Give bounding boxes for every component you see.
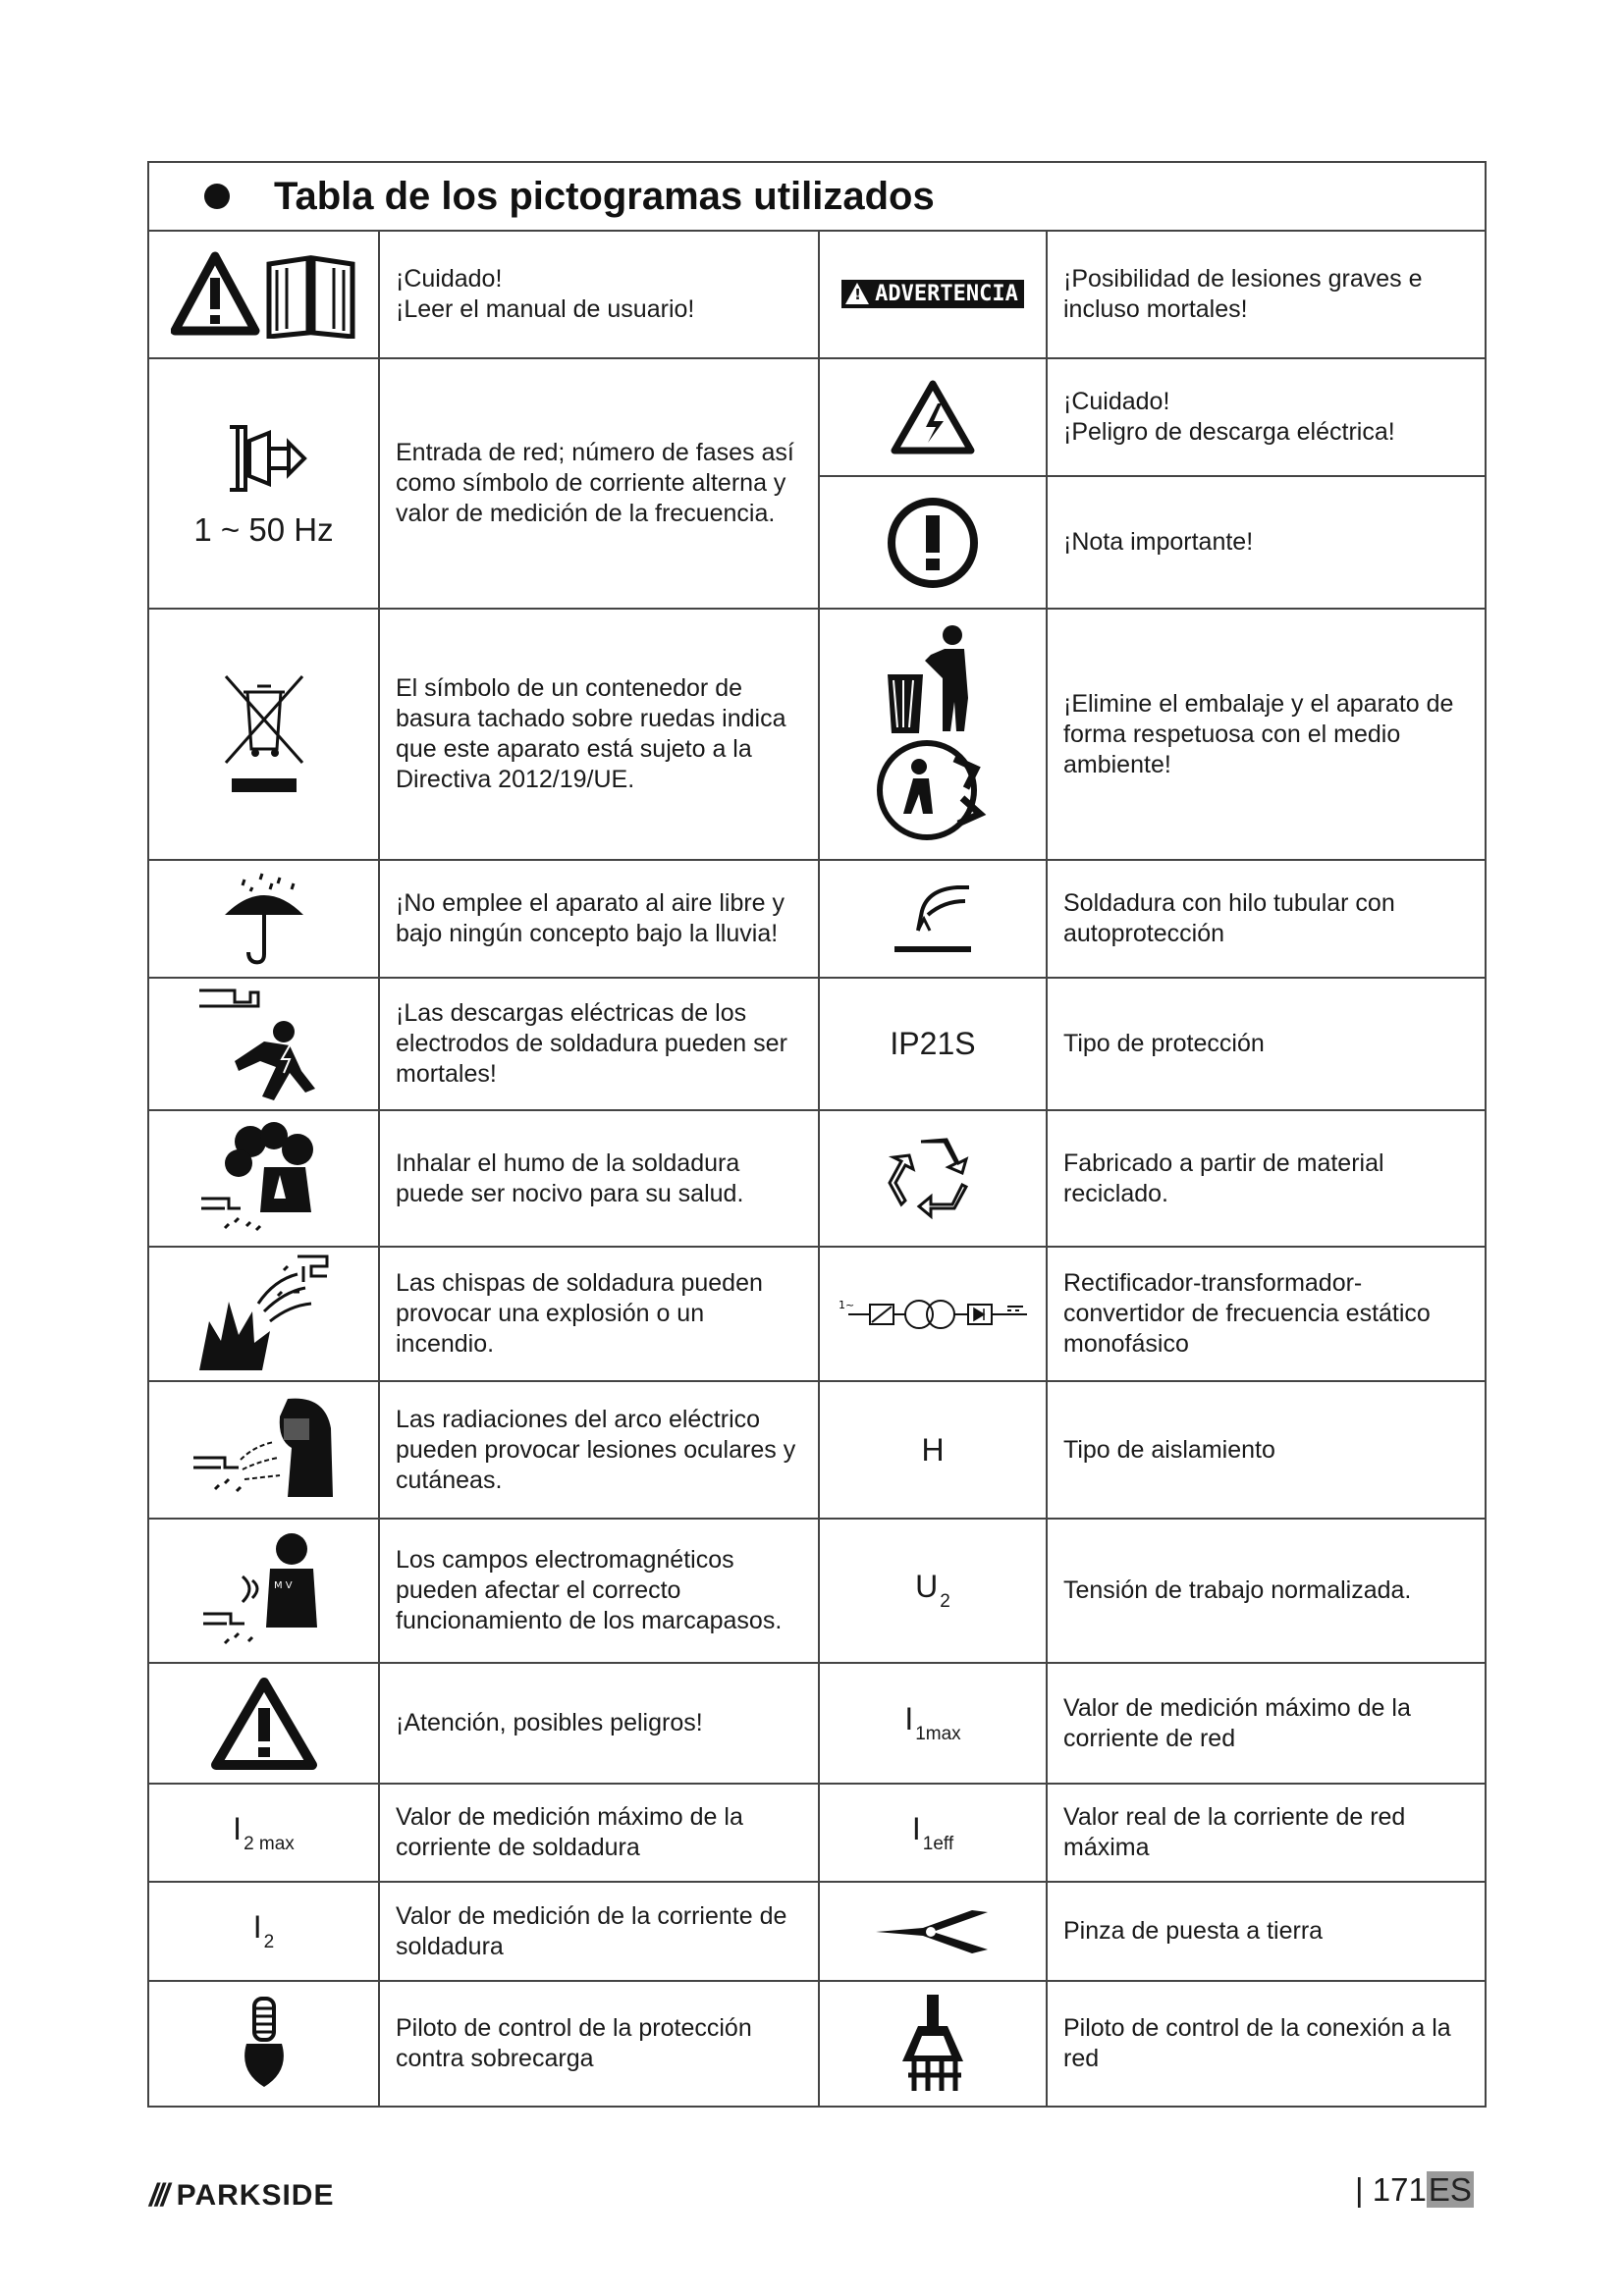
description-text: ¡Cuidado! ¡Peligro de descarga eléctrica! — [1047, 358, 1486, 476]
electric-shock-warning-icon — [889, 378, 977, 456]
icon-cell — [819, 231, 1047, 358]
icon-cell — [148, 978, 379, 1110]
effective-mains-current-subscript: 1eff — [922, 1833, 954, 1854]
icon-cell — [819, 978, 1047, 1110]
description-text: Tipo de aislamiento — [1047, 1381, 1486, 1519]
page-number-value: 171 — [1372, 2171, 1427, 2208]
table-row — [148, 358, 1486, 476]
table-row — [148, 1110, 1486, 1247]
description-text: Valor de medición máximo de la corriente de soldadura — [379, 1784, 819, 1882]
general-danger-icon — [210, 1675, 318, 1773]
icon-cell — [148, 1981, 379, 2107]
description-text: ¡Atención, posibles peligros! — [379, 1663, 819, 1784]
page-separator: | — [1355, 2171, 1364, 2208]
icon-cell — [819, 358, 1047, 476]
max-mains-current-subscript: 1max — [915, 1724, 961, 1744]
icon-cell — [819, 1381, 1047, 1519]
table-row — [148, 1247, 1486, 1381]
description-text: Piloto de control de la protección contra sobrecarga — [379, 1981, 819, 2107]
icon-cell — [148, 231, 379, 358]
brand-name: PARKSIDE — [176, 2178, 335, 2212]
icon-cell — [819, 1519, 1047, 1663]
icon-cell — [148, 358, 379, 609]
flux-cored-wire-icon — [889, 880, 977, 958]
page-number — [1355, 2171, 1474, 2209]
table-row — [148, 1381, 1486, 1519]
icon-cell — [148, 1247, 379, 1381]
table-row — [148, 1784, 1486, 1882]
description-text: Las radiaciones del arco eléctrico pueden provocar lesiones oculares y cutáneas. — [379, 1381, 819, 1519]
svg-text:1~: 1~ — [839, 1298, 855, 1311]
badge-label: ADVERTENCIA — [875, 281, 1018, 306]
sparks-explosion-icon — [195, 1253, 333, 1375]
max-mains-current-symbol: I — [904, 1701, 914, 1736]
icon-cell — [819, 1981, 1047, 2107]
rectifier-transformer-converter-icon — [835, 1285, 1031, 1344]
description-text: Tipo de protección — [1047, 978, 1486, 1110]
icon-cell — [148, 1519, 379, 1663]
rated-voltage-subscript: 2 — [940, 1591, 950, 1612]
rain-umbrella-icon — [215, 870, 313, 968]
description-text: Piloto de control de la conexión a la red — [1047, 1981, 1486, 2107]
bullet-icon — [204, 184, 230, 209]
description-text: Valor de medición de la corriente de soldadura — [379, 1882, 819, 1981]
pictogram-table — [147, 161, 1487, 2108]
icon-cell — [819, 860, 1047, 978]
description-text: Los campos electromagnéticos pueden afectar el correcto funcionamiento de los marcapasos. — [379, 1519, 819, 1663]
brand-slashes: /// — [149, 2177, 167, 2213]
icon-cell — [148, 1882, 379, 1981]
description-text: ¡No emplee el aparato al aire libre y bajo ningún concepto bajo la lluvia! — [379, 860, 819, 978]
description-text: Las chispas de soldadura pueden provocar una explosión o un incendio. — [379, 1247, 819, 1381]
insulation-class-symbol: H — [921, 1431, 945, 1468]
brand-logo — [149, 2177, 334, 2214]
table-row — [148, 231, 1486, 358]
rated-voltage-symbol: U — [915, 1569, 939, 1604]
icon-cell — [819, 1247, 1047, 1381]
table-row — [148, 609, 1486, 860]
warning-manual-icon — [171, 250, 357, 339]
arc-radiation-icon — [186, 1389, 343, 1512]
advertencia-badge — [841, 280, 1024, 308]
description-text: ¡Elimine el embalaje y el aparato de forma respetuosa con el medio ambiente! — [1047, 609, 1486, 860]
table-row — [148, 860, 1486, 978]
table-row — [148, 1882, 1486, 1981]
recycle-icon — [884, 1130, 982, 1228]
icon-cell — [819, 609, 1047, 860]
description-text: Inhalar el humo de la soldadura puede ser nocivo para su salud. — [379, 1110, 819, 1247]
description-text: Pinza de puesta a tierra — [1047, 1882, 1486, 1981]
language-tag: ES — [1428, 2171, 1472, 2208]
description-text: Tensión de trabajo normalizada. — [1047, 1519, 1486, 1663]
welding-current-symbol: I — [252, 1909, 262, 1945]
welding-current-subscript: 2 — [263, 1932, 275, 1952]
max-welding-current-subscript: 2 max — [244, 1833, 295, 1854]
description-text: El símbolo de un contenedor de basura tachado sobre ruedas indica que este aparato está sujeto a la Directiva 2012/19/UE. — [379, 609, 819, 860]
welding-fumes-icon — [195, 1120, 333, 1238]
important-note-icon — [884, 494, 982, 592]
icon-cell — [819, 476, 1047, 609]
max-welding-current-symbol: I — [233, 1810, 243, 1846]
description-text: ¡Cuidado! ¡Leer el manual de usuario! — [379, 231, 819, 358]
description-text: Rectificador-transformador-convertidor de frecuencia estático monofásico — [1047, 1247, 1486, 1381]
table-title-cell — [148, 162, 1486, 231]
effective-mains-current-symbol: I — [911, 1810, 921, 1846]
electrode-shock-icon — [195, 983, 333, 1105]
crossed-bin-icon — [220, 670, 308, 798]
description-text: Fabricado a partir de material reciclado. — [1047, 1110, 1486, 1247]
description-text: ¡Las descargas eléctricas de los electrodos de soldadura pueden ser mortales! — [379, 978, 819, 1110]
icon-cell — [148, 609, 379, 860]
svg-text:M V: M V — [273, 1580, 293, 1591]
description-text: ¡Nota importante! — [1047, 476, 1486, 609]
warning-icon — [845, 283, 869, 304]
icon-cell — [148, 1381, 379, 1519]
description-text: Valor real de la corriente de red máxima — [1047, 1784, 1486, 1882]
table-row — [148, 1663, 1486, 1784]
icon-cell — [148, 1110, 379, 1247]
description-text: Valor de medición máximo de la corriente de red — [1047, 1663, 1486, 1784]
table-row — [148, 1519, 1486, 1663]
description-text: ¡Posibilidad de lesiones graves e incluso mortales! — [1047, 231, 1486, 358]
icon-cell — [148, 1784, 379, 1882]
table-row — [148, 978, 1486, 1110]
pacemaker-emf-icon — [195, 1529, 333, 1652]
tidy-man-recycle-icon — [874, 621, 992, 847]
icon-cell — [819, 1784, 1047, 1882]
description-text: Soldadura con hilo tubular con autoprotección — [1047, 860, 1486, 978]
table-row — [148, 1981, 1486, 2107]
icon-cell — [819, 1882, 1047, 1981]
description-text: Entrada de red; número de fases así como símbolo de corriente alterna y valor de medición de la frecuencia. — [379, 358, 819, 609]
earth-clamp-icon — [874, 1902, 992, 1961]
icon-cell — [819, 1663, 1047, 1784]
icon-cell — [148, 860, 379, 978]
mains-connection-plug-icon — [898, 1993, 967, 2096]
icon-cell — [819, 1110, 1047, 1247]
icon-cell — [148, 1663, 379, 1784]
overload-indicator-bulb-icon — [235, 1995, 294, 2093]
protection-type-symbol: IP21S — [890, 1026, 976, 1061]
mains-plug-icon — [210, 419, 318, 498]
page-title: Tabla de los pictogramas utilizados — [274, 174, 935, 218]
frequency-label: 1 ~ 50 Hz — [193, 510, 334, 548]
